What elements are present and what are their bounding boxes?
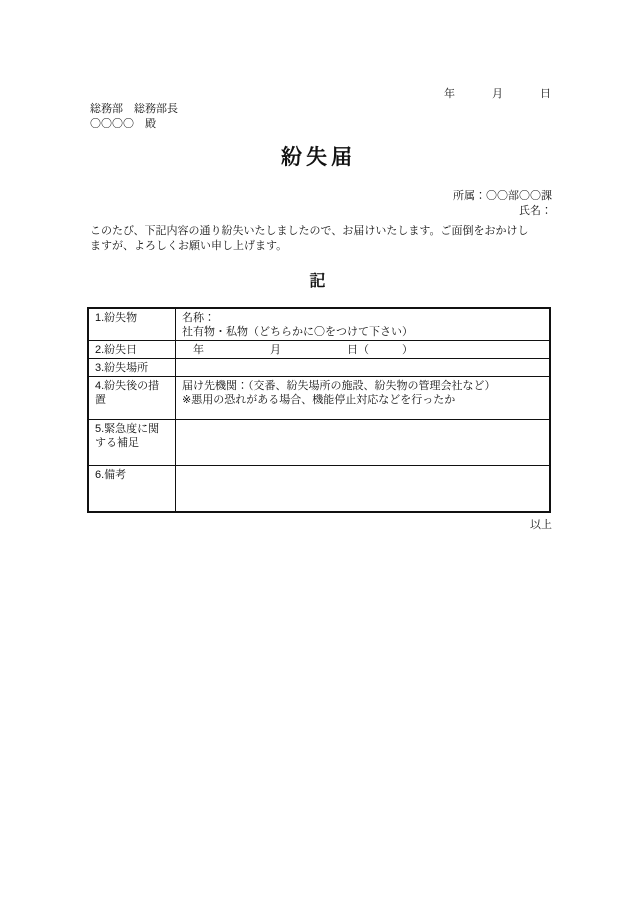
row-content-urgency-note — [176, 420, 551, 466]
content-line-ownership: 社有物・私物（どちらかに〇をつけて下さい） — [182, 326, 413, 338]
row-content-lost-date — [176, 341, 551, 359]
content-line-date-blanks: 年 月 日（ ） — [182, 344, 413, 356]
row-content-measures-taken — [176, 377, 551, 420]
table-row-lost-item — [88, 308, 550, 341]
row-content-lost-item — [176, 308, 551, 341]
content-line-name: 名称： — [182, 312, 215, 324]
closing-word: 以上 — [530, 519, 552, 531]
row-label-urgency-note: 5.緊急度に関する補足 — [88, 420, 176, 466]
row-content-remarks — [176, 466, 551, 512]
lost-item-form-table — [87, 307, 551, 513]
row-label-lost-date: 2.紛失日 — [88, 341, 176, 359]
affiliation-line: 所属：〇〇部〇〇課 — [453, 190, 552, 202]
row-label-lost-place: 3.紛失場所 — [88, 359, 176, 377]
table-row-urgency-note — [88, 420, 550, 466]
table-row-lost-date — [88, 341, 550, 359]
greeting-line-1: このたび、下記内容の通り紛失いたしましたので、お届けいたします。ご面倒をおかけし — [90, 225, 529, 237]
date-line: 年 月 日 — [444, 88, 552, 100]
name-label: 氏名： — [519, 205, 552, 217]
row-label-lost-item: 1.紛失物 — [88, 308, 176, 341]
recipient-name: 〇〇〇〇 殿 — [90, 118, 156, 130]
row-content-lost-place — [176, 359, 551, 377]
row-label-measures-taken: 4.紛失後の措置 — [88, 377, 176, 420]
table-row-measures-taken — [88, 377, 550, 420]
document-title: 紛失届 — [281, 146, 356, 169]
greeting-paragraph — [90, 224, 565, 254]
content-line-report-destination: 届け先機関：（交番、紛失場所の施設、紛失物の管理会社など） — [182, 380, 496, 392]
greeting-line-2: ますが、よろしくお願い申し上げます。 — [90, 240, 288, 252]
content-line-misuse-note: ※悪用の恐れがある場合、機能停止対応などを行ったか — [182, 394, 456, 406]
row-label-remarks: 6.備考 — [88, 466, 176, 512]
table-row-remarks — [88, 466, 550, 512]
table-row-lost-place — [88, 359, 550, 377]
recipient-department: 総務部 総務部長 — [90, 103, 178, 115]
record-heading: 記 — [309, 273, 328, 290]
